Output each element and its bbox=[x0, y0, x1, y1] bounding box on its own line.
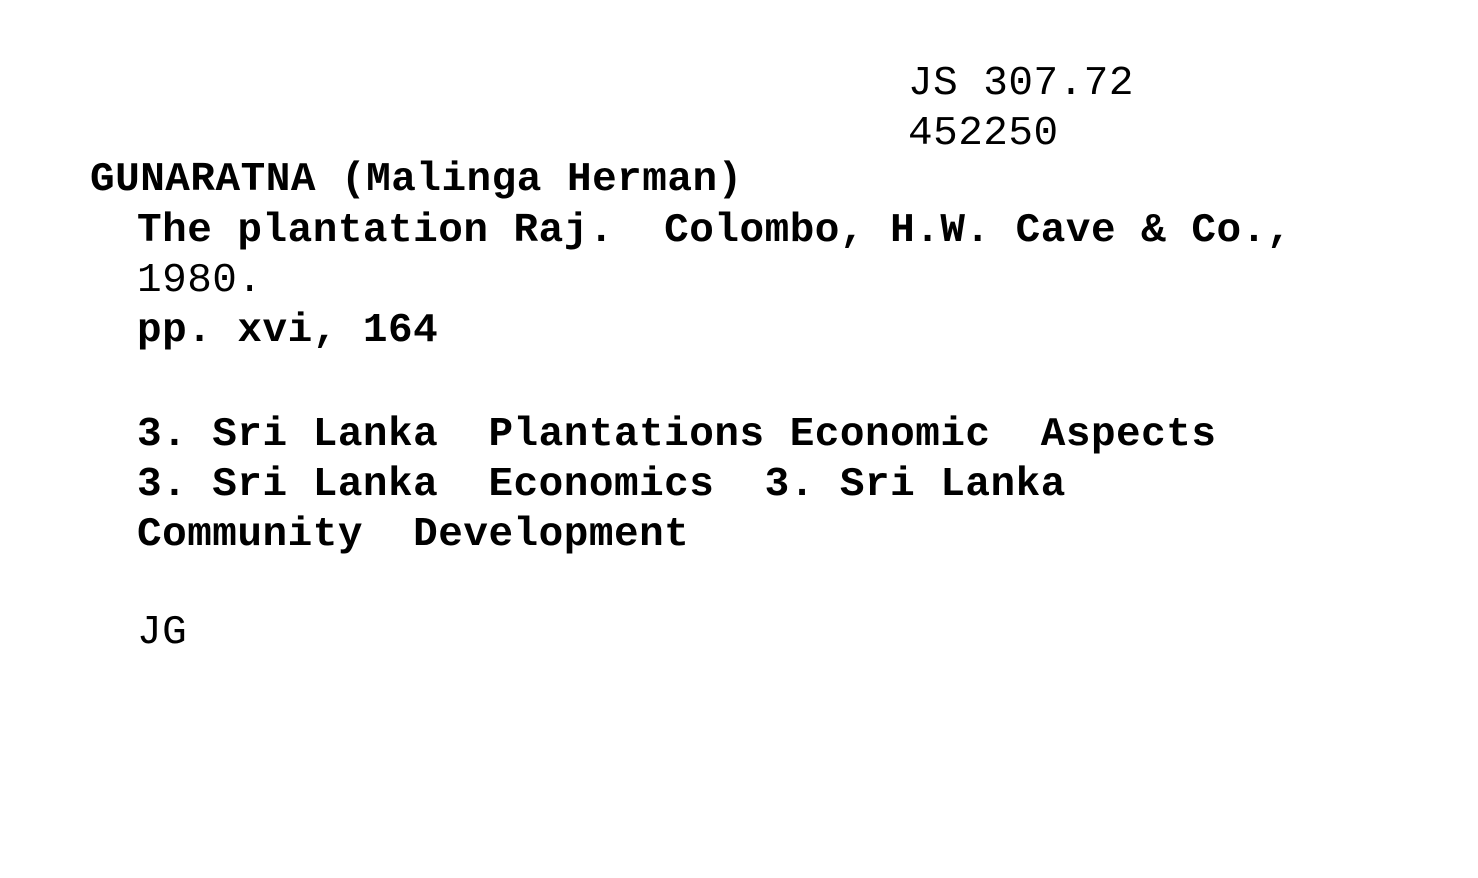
title-imprint-line: The plantation Raj. Colombo, H.W. Cave & Co., bbox=[137, 208, 1292, 254]
accession-number: 452250 bbox=[908, 111, 1059, 157]
publication-year: 1980. bbox=[137, 258, 263, 304]
subject-line-3: Community Development bbox=[137, 512, 690, 558]
call-number-class: JS 307.72 bbox=[908, 61, 1134, 107]
author-heading: GUNARATNA (Malinga Herman) bbox=[90, 157, 743, 203]
subject-line-2: 3. Sri Lanka Economics 3. Sri Lanka bbox=[137, 462, 1066, 508]
cataloger-initials: JG bbox=[137, 610, 188, 656]
subject-line-1: 3. Sri Lanka Plantations Economic Aspects bbox=[137, 412, 1217, 458]
pagination: pp. xvi, 164 bbox=[137, 308, 439, 354]
